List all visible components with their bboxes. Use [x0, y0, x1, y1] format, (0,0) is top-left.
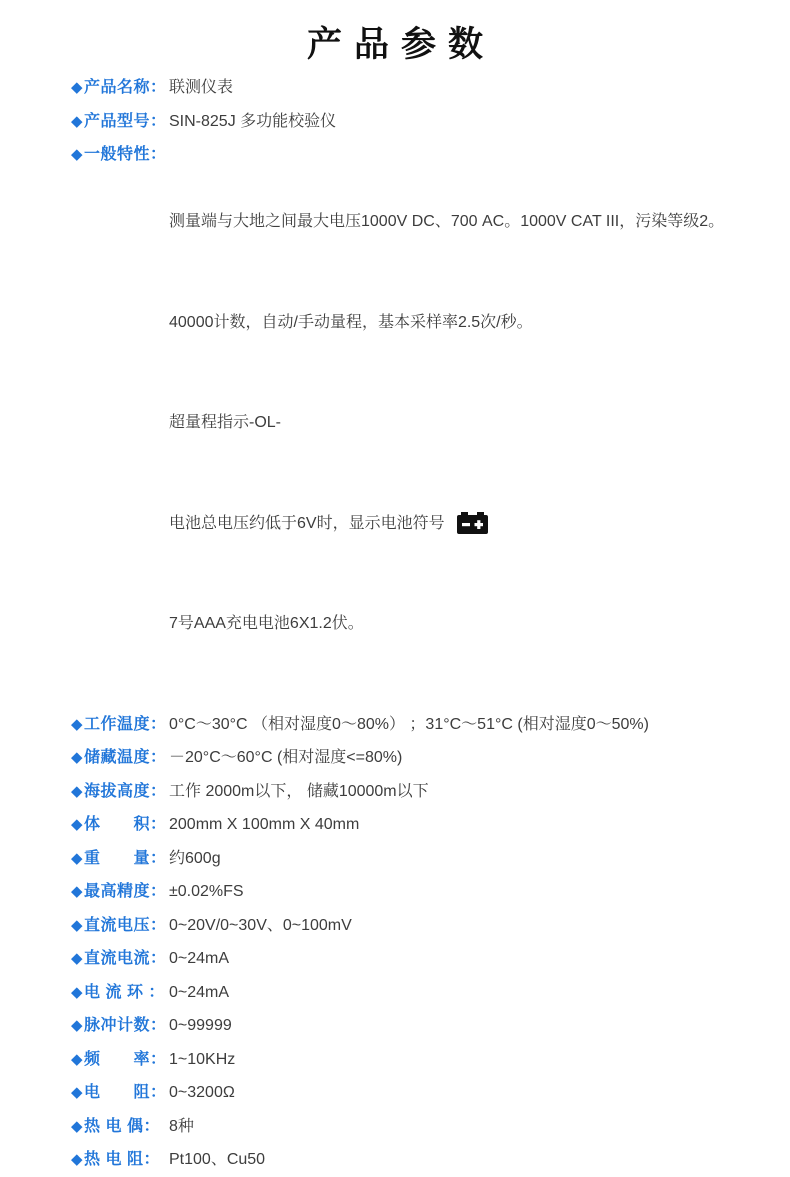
diamond-bullet-icon: ◆ [71, 950, 84, 967]
diamond-bullet-icon: ◆ [71, 816, 84, 833]
general-feature-line-battery [169, 507, 724, 541]
spec-label-text: 工作温度： [84, 715, 167, 733]
battery-low-icon [457, 512, 488, 534]
spec-label [71, 1009, 169, 1043]
spec-value: －20°C～60°C (相对湿度<=80%) [169, 749, 403, 766]
spec-row-rtd [71, 1143, 790, 1177]
spec-row-resistance [71, 1076, 790, 1110]
spec-label [71, 875, 169, 909]
spec-label-text: 海拔高度： [84, 782, 167, 800]
spec-label [71, 808, 169, 842]
spec-value: 1~10KHz [169, 1050, 236, 1068]
diamond-bullet-icon: ◆ [71, 749, 84, 766]
spec-row-dc-current [71, 942, 790, 976]
spec-value: 0~3200Ω [169, 1084, 235, 1101]
spec-value: 200mm X 100mm X 40mm [169, 816, 360, 833]
spec-row-dimensions [71, 808, 790, 842]
spec-label [71, 105, 169, 139]
spec-label [71, 775, 169, 809]
spec-row-storage-temp [71, 741, 790, 775]
general-feature-line: 7号AAA充电电池6X1.2伏。 [169, 615, 364, 632]
diamond-bullet-icon: ◆ [71, 916, 84, 934]
spec-label [71, 942, 169, 976]
general-feature-line: 测量端与大地之间最大电压1000V DC、700 AC。1000V CAT III，污染等级2。 [169, 213, 725, 230]
spec-value: SIN-825J 多功能校验仪 [169, 112, 337, 130]
spec-row-general-features [71, 138, 790, 708]
diamond-bullet-icon: ◆ [71, 112, 84, 130]
spec-label-text: 热 电 阻： [84, 1151, 160, 1168]
spec-label-text: 电 流 环 ： [84, 983, 165, 1001]
spec-row-thermocouple [71, 1110, 790, 1144]
spec-label-text: 电 阻： [84, 1084, 167, 1101]
spec-label [71, 1076, 169, 1110]
diamond-bullet-icon: ◆ [71, 79, 84, 96]
spec-value: Pt100、Cu50 [169, 1151, 266, 1168]
spec-label-text: 频 率： [84, 1050, 167, 1068]
diamond-bullet-icon: ◆ [71, 782, 84, 800]
spec-row-product-name [71, 71, 790, 105]
diamond-bullet-icon: ◆ [71, 983, 84, 1001]
spec-label-text: 体 积： [84, 816, 167, 833]
spec-row-pulse-count [71, 1009, 790, 1043]
spec-label [71, 741, 169, 775]
spec-label-text: 直流电流： [84, 950, 167, 967]
spec-label [71, 909, 169, 943]
diamond-bullet-icon: ◆ [71, 1017, 84, 1034]
spec-label [71, 708, 169, 742]
spec-list [71, 71, 790, 1177]
spec-value: 0~24mA [169, 983, 230, 1001]
spec-label [71, 1143, 169, 1177]
spec-row-operating-temp [71, 708, 790, 742]
spec-label-text: 直流电压： [84, 916, 167, 934]
spec-label [71, 1110, 169, 1144]
spec-label-text: 储藏温度： [84, 749, 167, 766]
diamond-bullet-icon: ◆ [71, 1050, 84, 1068]
spec-row-altitude [71, 775, 790, 809]
diamond-bullet-icon: ◆ [71, 883, 84, 900]
spec-value: 8种 [169, 1117, 194, 1135]
general-feature-line: 40000计数，自动/手动量程，基本采样率2.5次/秒。 [169, 313, 533, 331]
spec-label-text: 热 电 偶： [84, 1117, 160, 1135]
diamond-bullet-icon: ◆ [71, 1151, 84, 1168]
spec-label [71, 842, 169, 876]
spec-label-text: 产品型号： [84, 112, 167, 130]
spec-label-text: 脉冲计数： [84, 1017, 167, 1034]
spec-value: 联测仪表 [169, 79, 234, 96]
spec-label [71, 71, 169, 105]
spec-value: 0~99999 [169, 1017, 232, 1034]
spec-value: ±0.02%FS [169, 883, 244, 900]
diamond-bullet-icon: ◆ [71, 146, 84, 163]
spec-label-text: 最高精度： [84, 883, 167, 900]
spec-value: 0~20V/0~30V、0~100mV [169, 916, 352, 934]
general-features-lines [169, 138, 724, 708]
diamond-bullet-icon: ◆ [71, 715, 84, 733]
diamond-bullet-icon: ◆ [71, 1117, 84, 1135]
page-title: 产品参数 [306, 25, 495, 64]
spec-label-text: 一般特性： [84, 146, 167, 163]
spec-value: 约600g [169, 849, 221, 867]
diamond-bullet-icon: ◆ [71, 1084, 84, 1101]
spec-value: 工作 2000m以下， 储藏10000m以下 [169, 782, 429, 800]
spec-value: 0°C～30°C （相对湿度0～80%） ；31°C～51°C (相对湿度0～50%) [169, 715, 649, 733]
spec-label [71, 976, 169, 1010]
spec-row-frequency [71, 1043, 790, 1077]
spec-row-product-model [71, 105, 790, 139]
diamond-bullet-icon: ◆ [71, 849, 84, 867]
spec-row-dc-voltage [71, 909, 790, 943]
battery-line-text: 电池总电压约低于6V时，显示电池符号 [169, 514, 445, 532]
spec-row-current-loop [71, 976, 790, 1010]
spec-row-weight [71, 842, 790, 876]
spec-label-text: 产品名称： [84, 79, 167, 96]
spec-label [71, 138, 169, 172]
general-feature-line: 超量程指示-OL- [169, 414, 282, 431]
spec-row-max-accuracy [71, 875, 790, 909]
spec-value: 0~24mA [169, 950, 230, 967]
spec-label [71, 1043, 169, 1077]
spec-label-text: 重 量： [84, 849, 167, 867]
